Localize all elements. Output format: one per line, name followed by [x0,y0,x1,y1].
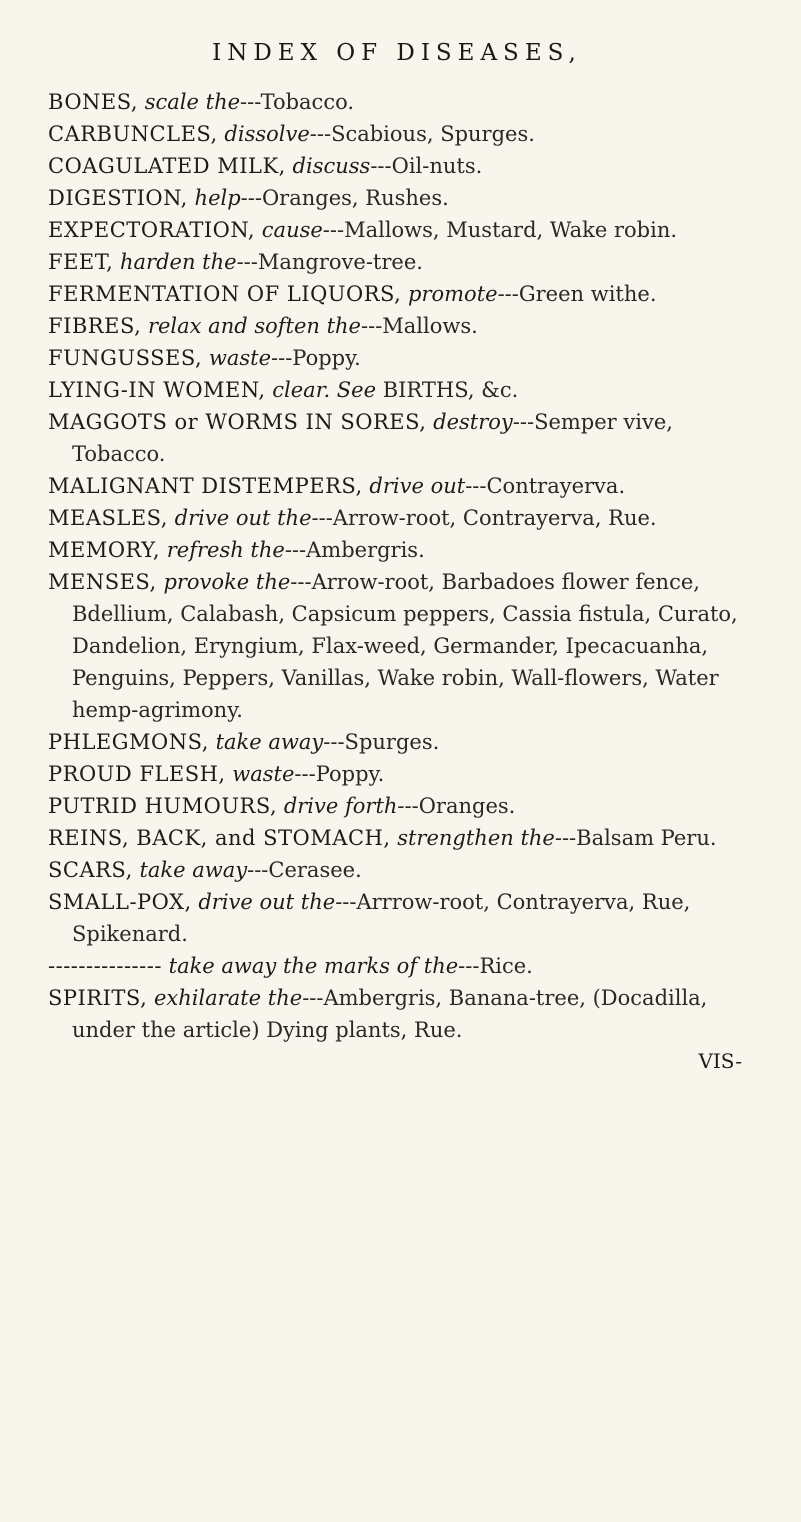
entry-action: drive out the [198,890,336,914]
entry-heading: MENSES, [48,570,157,594]
entry-action: strengthen the [397,826,555,850]
entry-remedies: ---Oranges. [397,794,516,818]
entry-heading: COAGULATED MILK, [48,154,286,178]
index-entry [48,278,746,310]
entry-heading: FUNGUSSES, [48,346,203,370]
entry-heading: PUTRID HUMOURS, [48,794,278,818]
entry-action: dissolve [224,122,310,146]
entry-remedies: ---Poppy. [271,346,361,370]
entry-remedies: ---Arrow-root, Barbadoes flower fence, Bdellium, Calabash, Capsicum peppers, Cassia fistula, Curato, Dandelion, Eryngium, Flax-weed, Germander, Ipecacuanha, Penguins, Peppers, Vanillas, Wake robin, Wall-flowers, Water hemp-agrimony. [72,570,738,722]
index-entry [48,182,746,214]
index-entry [48,950,746,982]
entry-remedies: ---Cerasee. [247,858,362,882]
entry-action: drive out [369,474,466,498]
entry-heading: SCARS, [48,858,133,882]
entry-action: cause [261,218,323,242]
index-entry [48,118,746,150]
index-entry [48,790,746,822]
index-entry [48,566,746,726]
entry-heading: MAGGOTS or WORMS IN SORES, [48,410,427,434]
entry-remedies: ---Poppy. [294,762,385,786]
entry-action: provoke the [163,570,291,594]
index-entry [48,854,746,886]
index-entry [48,150,746,182]
index-entry [48,726,746,758]
running-head: INDEX OF DISEASES, [212,40,582,66]
entry-action: clear. See [272,378,377,402]
entry-heading: --------------- [48,954,162,978]
entry-heading: CARBUNCLES, [48,122,218,146]
entry-heading: BONES, [48,90,139,114]
entry-action: drive out the [174,506,312,530]
index-entry [48,246,746,278]
entry-remedies: ---Oranges, Rushes. [240,186,449,210]
entry-heading: MEASLES, [48,506,168,530]
index-entry [48,502,746,534]
catchword: VIS- [698,1049,742,1073]
entry-action: scale the [144,90,241,114]
entry-remedies: ---Spurges. [323,730,440,754]
index-entry [48,214,746,246]
entry-heading: REINS, BACK, and STOMACH, [48,826,391,850]
index-entry [48,534,746,566]
entry-remedies: ---Oil-nuts. [370,154,483,178]
entry-remedies: ---Mallows. [361,314,478,338]
entry-remedies: ---Mangrove-tree. [236,250,423,274]
entry-action: take away the marks of the [168,954,459,978]
entry-remedies: ---Mallows, Mustard, Wake robin. [322,218,678,242]
entry-heading: SMALL-POX, [48,890,192,914]
entry-remedies: ---Tobacco. [240,90,355,114]
entry-heading: FEET, [48,250,114,274]
entry-action: help [194,186,241,210]
index-entries [48,86,746,1046]
entry-heading: LYING-IN WOMEN, [48,378,266,402]
index-entry [48,406,746,470]
index-entry [48,886,746,950]
entry-heading: FIBRES, [48,314,142,338]
entry-remedies: ---Arrow-root, Contrayerva, Rue. [311,506,657,530]
entry-heading: SPIRITS, [48,986,148,1010]
entry-remedies: ---Green withe. [497,282,657,306]
entry-remedies: BIRTHS, &c. [376,378,519,402]
entry-remedies: ---Semper vive, Tobacco. [72,410,673,466]
index-entry [48,982,746,1046]
entry-heading: EXPECTORATION, [48,218,256,242]
entry-action: waste [232,762,295,786]
index-entry [48,822,746,854]
entry-action: drive forth [283,794,398,818]
entry-action: promote [408,282,498,306]
entry-action: waste [208,346,271,370]
entry-remedies: ---Arrrow-root, Contrayerva, Rue, Spikenard. [72,890,691,946]
entry-action: exhilarate the [153,986,303,1010]
entry-heading: MALIGNANT DISTEMPERS, [48,474,363,498]
entry-remedies: ---Balsam Peru. [554,826,717,850]
entry-remedies: ---Scabious, Spurges. [309,122,535,146]
entry-remedies: ---Contrayerva. [465,474,626,498]
index-entry [48,470,746,502]
entry-action: destroy [433,410,513,434]
entry-remedies: ---Ambergris, Banana-tree, (Docadilla, under the article) Dying plants, Rue. [72,986,708,1042]
entry-heading: MEMORY, [48,538,161,562]
entry-action: refresh the [166,538,285,562]
entry-action: harden the [120,250,237,274]
entry-remedies: ---Ambergris. [284,538,425,562]
index-entry [48,374,746,406]
index-entry [48,86,746,118]
entry-heading: PROUD FLESH, [48,762,226,786]
index-entry [48,342,746,374]
index-entry [48,758,746,790]
entry-action: relax and soften the [147,314,361,338]
entry-action: take away [139,858,248,882]
entry-remedies: ---Rice. [458,954,533,978]
entry-action: discuss [292,154,371,178]
entry-heading: DIGESTION, [48,186,188,210]
index-entry [48,310,746,342]
entry-heading: PHLEGMONS, [48,730,209,754]
entry-heading: FERMENTATION OF LIQUORS, [48,282,402,306]
entry-action: take away [215,730,324,754]
